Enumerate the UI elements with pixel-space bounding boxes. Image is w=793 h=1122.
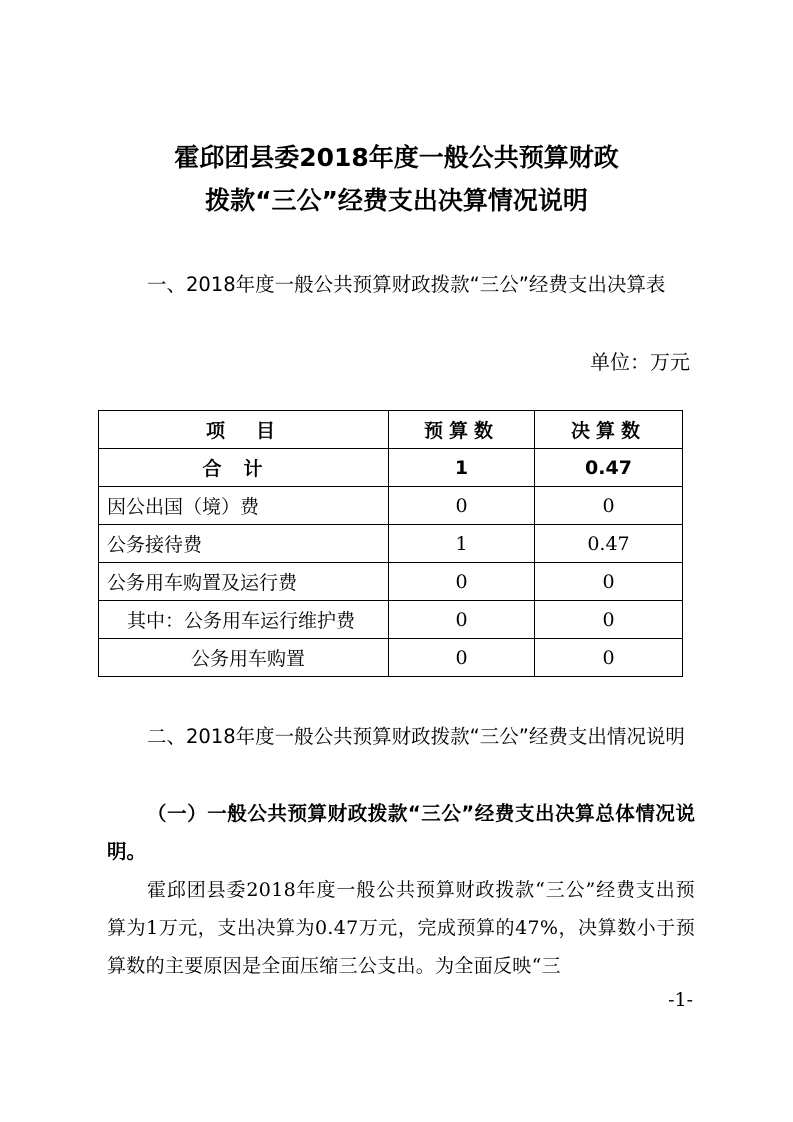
header-budget: 预算数 bbox=[389, 411, 535, 449]
row-budget: 0 bbox=[389, 563, 535, 601]
total-label: 合计 bbox=[99, 449, 389, 487]
section1-heading: 一、2018年度一般公共预算财政拨款“三公”经费支出决算表 bbox=[147, 273, 666, 296]
row-label: 公务用车购置及运行费 bbox=[99, 563, 389, 601]
row-actual: 0.47 bbox=[535, 525, 683, 563]
table-total-row bbox=[99, 449, 683, 487]
table-header-row bbox=[99, 411, 683, 449]
row-budget: 1 bbox=[389, 525, 535, 563]
row-actual: 0 bbox=[535, 639, 683, 677]
subsection1-heading: （一）一般公共预算财政拨款“三公”经费支出决算总体情况说明。 bbox=[107, 802, 695, 863]
row-budget: 0 bbox=[389, 601, 535, 639]
row-actual: 0 bbox=[535, 601, 683, 639]
row-label: 公务用车购置 bbox=[99, 639, 389, 677]
row-actual: 0 bbox=[535, 563, 683, 601]
row-budget: 0 bbox=[389, 639, 535, 677]
header-item: 项 目 bbox=[99, 411, 389, 449]
section2-heading: 二、2018年度一般公共预算财政拨款“三公”经费支出情况说明 bbox=[147, 725, 685, 748]
total-budget: 1 bbox=[389, 449, 535, 487]
table-row bbox=[99, 525, 683, 563]
body-paragraph: 霍邱团县委2018年度一般公共预算财政拨款“三公”经费支出预算为1万元，支出决算为0.47万元，完成预算的47%，决算数小于预算数的主要原因是全面压缩三公支出。为全面反映“三 bbox=[107, 879, 695, 977]
row-label: 其中：公务用车运行维护费 bbox=[99, 601, 389, 639]
total-actual: 0.47 bbox=[535, 449, 683, 487]
row-label: 因公出国（境）费 bbox=[99, 487, 389, 525]
table-row bbox=[99, 487, 683, 525]
table-row bbox=[99, 601, 683, 639]
page-number: -1- bbox=[668, 989, 693, 1011]
table-row bbox=[99, 563, 683, 601]
document-title-line1: 霍邱团县委2018年度一般公共预算财政 bbox=[174, 143, 619, 172]
header-actual: 决算数 bbox=[535, 411, 683, 449]
document-title-line2: 拨款“三公”经费支出决算情况说明 bbox=[205, 186, 588, 215]
table-row bbox=[99, 639, 683, 677]
three-public-expenses-table bbox=[98, 410, 683, 677]
unit-label: 单位：万元 bbox=[590, 350, 690, 374]
row-label: 公务接待费 bbox=[99, 525, 389, 563]
row-budget: 0 bbox=[389, 487, 535, 525]
row-actual: 0 bbox=[535, 487, 683, 525]
